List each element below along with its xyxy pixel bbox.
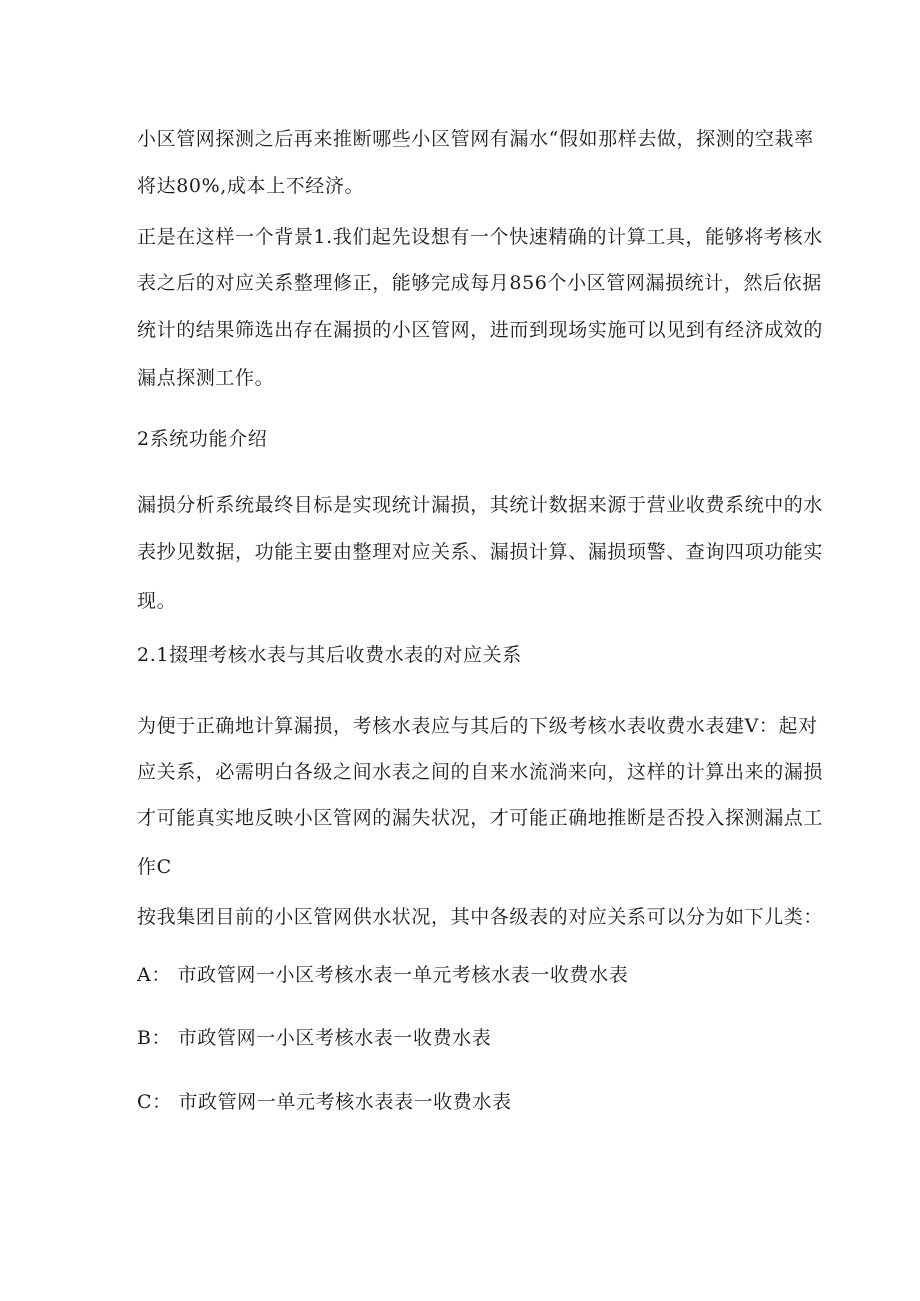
- paragraph-line: 应关系，必需明白各级之间水表之间的自来水流淌来向，这样的计算出来的漏损: [137, 761, 824, 783]
- list-item: A： 市政管网一小区考核水表一单元考核水表一收费水表: [137, 964, 629, 986]
- paragraph-line: 为便于正确地计算漏损，考核水表应与其后的下级考核水表收费水表建V：起对: [137, 715, 818, 737]
- paragraph-line: 现。: [137, 590, 177, 612]
- paragraph-line: 作C: [137, 856, 172, 878]
- paragraph-line: 小区管网探测之后再来推断哪些小区管网有漏水“假如那样去做，探测的空栽率: [137, 128, 814, 150]
- paragraph-line: 统计的结果筛选出存在漏损的小区管网，进而到现场实施可以见到有经济成效的: [137, 319, 824, 341]
- paragraph-line: 按我集团目前的小区管网供水状况，其中各级表的对应关系可以分为如下儿类：: [137, 906, 824, 928]
- subsection-heading: 2.1掇理考核水表与其后收费水表的对应关系: [137, 644, 522, 666]
- paragraph-line: 才可能真实地反映小区管网的漏失状况，才可能正确地推断是否投入探测漏点工: [137, 807, 824, 829]
- paragraph-line: 漏损分析系统最终目标是实现统计漏损，其统计数据来源于营业收费系统中的水: [137, 494, 824, 516]
- section-heading: 2系统功能介绍: [137, 428, 268, 450]
- paragraph-line: 表之后的对应关系整理修正，能够完成每月856个小区管网漏损统计，然后依据: [137, 272, 822, 294]
- list-item: B： 市政管网一小区考核水表一收费水表: [137, 1027, 492, 1049]
- paragraph-line: 漏点探测工作。: [137, 367, 275, 389]
- list-item: C： 市政管网一单元考核水表表一收费水表: [137, 1091, 512, 1113]
- paragraph-line: 正是在这样一个背景1.我们起先设想有一个快速精确的计算工具，能够将考核水: [137, 226, 823, 248]
- paragraph-line: 将达80%,成本上不经济。: [137, 175, 365, 197]
- paragraph-line: 表抄见数据，功能主要由整理对应关系、漏损计算、漏损顼警、查询四项功能实: [137, 541, 824, 563]
